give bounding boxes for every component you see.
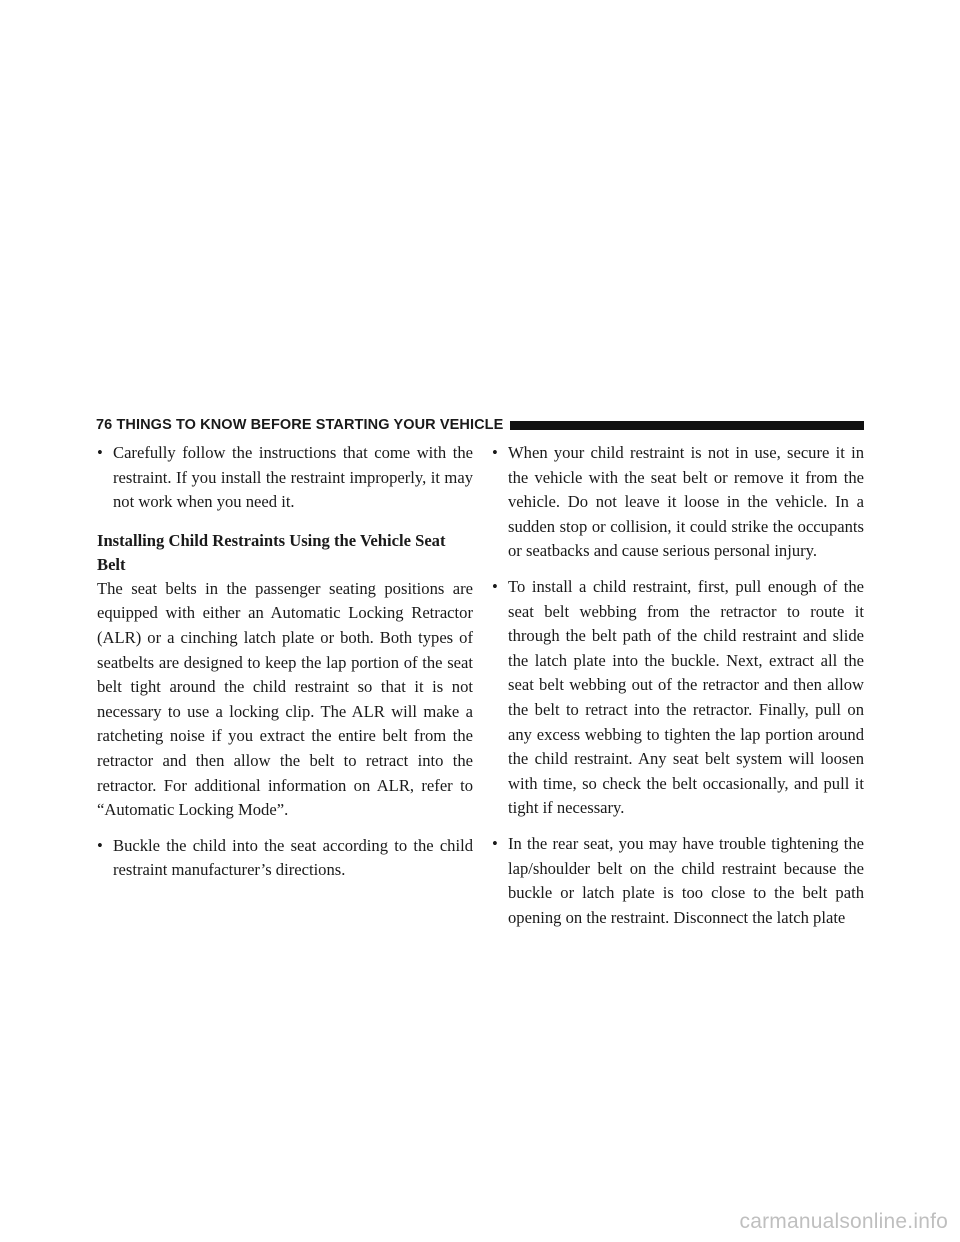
list-item-text: When your child restraint is not in use, secure it in the vehicle with the seat belt or remove it from the vehicle. Do not leave it loose in the vehicle. In a sudden stop or collision, it could strike the occupants or seatbacks and cause serious personal injury. — [508, 443, 864, 561]
bullet-icon: • — [97, 443, 103, 462]
list-item — [492, 441, 864, 564]
page-header-title: 76 THINGS TO KNOW BEFORE STARTING YOUR VEHICLE — [96, 417, 504, 433]
list-item — [97, 441, 473, 515]
right-column — [492, 441, 864, 941]
list-item — [492, 832, 864, 930]
watermark: carmanualsonline.info — [739, 1210, 948, 1233]
list-item — [492, 575, 864, 821]
bullet-icon: • — [97, 835, 103, 855]
bullet-icon: • — [492, 443, 498, 462]
page-header — [96, 414, 864, 436]
body-paragraph: The seat belts in the passenger seating positions are equipped with either an Automatic Locking Retractor (ALR) or a cinching latch plate or both. Both types of seatbelts are designed to keep the lap portion of the seat belt tight around the child restraint so that it is not necessary to use a locking clip. The ALR will make a ratcheting noise if you extract the entire belt from the retractor and then allow the belt to retract into the retractor. For additional information on ALR, refer to “Automatic Locking Mode”. — [97, 578, 473, 820]
list-item-text: In the rear seat, you may have trouble tightening the lap/shoulder belt on the child restraint because the buckle or latch plate is too close to the belt path opening on the restraint. Disconnect the latch plate — [508, 833, 864, 927]
list-item-text: To install a child restraint, first, pull enough of the seat belt webbing from the retractor to route it through the belt path of the child restraint and slide the latch plate into the buckle. Next, extract all the seat belt webbing out of the retractor and then allow the belt to retract into the retractor. Finally, pull on any excess webbing to tighten the lap portion around the child restraint. Any seat belt system will loosen with time, so check the belt occasionally, and pull it tight if necessary. — [508, 576, 864, 818]
section-heading: Installing Child Restraints Using the Vehicle Seat Belt — [97, 530, 446, 574]
list-item-text: Buckle the child into the seat according to the child restraint manufacturer’s directions. — [113, 835, 473, 880]
header-rule — [510, 421, 864, 430]
bullet-icon: • — [492, 833, 498, 853]
bullet-icon: • — [492, 576, 498, 596]
left-column — [97, 441, 473, 894]
list-item — [97, 834, 473, 883]
list-item-text: Carefully follow the instructions that come with the restraint. If you install the restraint improperly, it may not work when you need it. — [113, 443, 473, 512]
